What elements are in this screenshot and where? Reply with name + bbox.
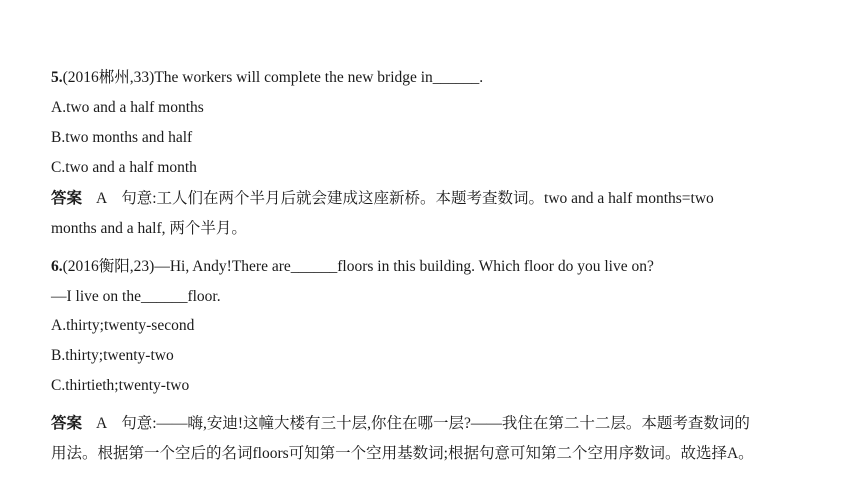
question-5-explanation-cont: months and a half, 两个半月。 (51, 220, 247, 237)
question-5-option-c: C.two and a half month (51, 159, 197, 176)
explanation-text: 句意:——嗨,安迪!这幢大楼有三十层,你住在哪一层?——我住在第二十二层。本题考查数词的 (121, 415, 750, 432)
question-5-text: (2016郴州,33)The workers will complete the new bridge in______. (62, 69, 484, 86)
question-6-option-a: A.thirty;twenty-second (51, 317, 195, 334)
question-6-stem (51, 257, 654, 277)
question-6-number: 6. (51, 258, 63, 275)
question-6-answer (51, 414, 750, 434)
question-5-stem (51, 68, 483, 88)
question-6-text: (2016衡阳,23)—Hi, Andy!There are______floors in this building. Which floor do you live on? (62, 258, 654, 275)
question-6-option-b: B.thirty;twenty-two (51, 347, 174, 364)
answer-label: 答案 (51, 415, 83, 432)
question-5-number: 5. (51, 69, 63, 86)
answer-letter: A (96, 190, 108, 207)
explanation-text: 句意:工人们在两个半月后就会建成这座新桥。本题考查数词。two and a half months=two (121, 190, 714, 207)
answer-letter: A (96, 415, 108, 432)
answer-label: 答案 (51, 190, 83, 207)
question-6-explanation-cont: 用法。根据第一个空后的名词floors可知第一个空用基数词;根据句意可知第二个空用序数词。故选择A。 (51, 445, 754, 462)
question-5-answer (51, 189, 714, 209)
question-5-option-b: B.two months and half (51, 129, 193, 146)
question-6-stem-2: —I live on the______floor. (51, 288, 221, 305)
question-5-option-a: A.two and a half months (51, 99, 204, 116)
question-6-option-c: C.thirtieth;twenty-two (51, 377, 190, 394)
